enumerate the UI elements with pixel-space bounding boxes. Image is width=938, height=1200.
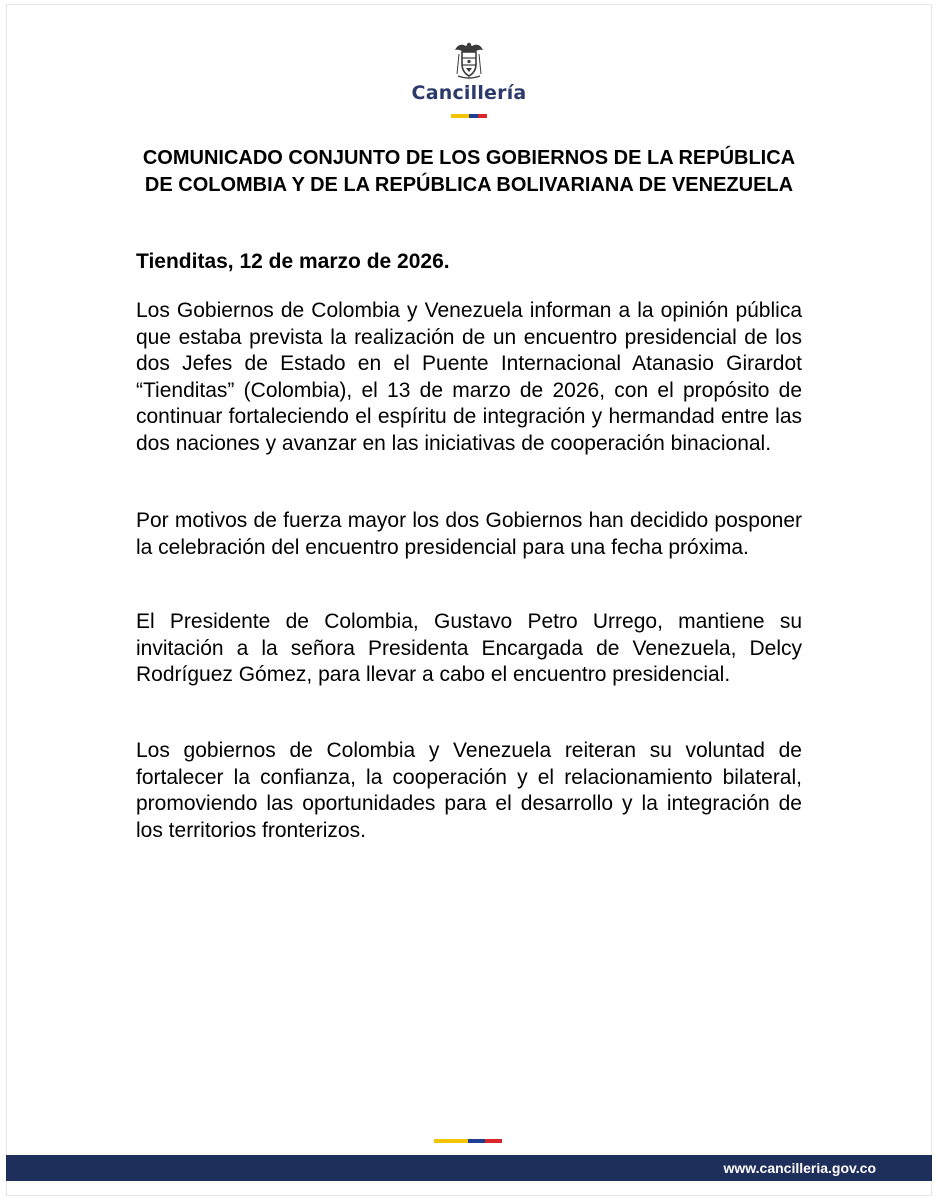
- footer-url[interactable]: www.cancilleria.gov.co: [723, 1160, 876, 1176]
- footer-bar: [6, 1155, 932, 1181]
- dateline: Tienditas, 12 de marzo de 2026.: [136, 250, 450, 273]
- logo-wordmark: Cancillería: [411, 82, 527, 104]
- coat-of-arms-icon: [453, 40, 485, 80]
- flag-stripe-top: [451, 114, 487, 118]
- body-paragraph-4: Los gobiernos de Colombia y Venezuela reiteran su voluntad de fortalecer la confianza, la cooperación y el relacionamiento bilateral, promoviendo las oportunidades para el desarrollo y la integración de los territorios fronterizos.: [136, 739, 802, 842]
- body-paragraph-3: El Presidente de Colombia, Gustavo Petro Urrego, mantiene su invitación a la señora Presidenta Encargada de Venezuela, Delcy Rodríguez Gómez, para llevar a cabo el encuentro presidencial.: [136, 610, 802, 686]
- cancilleria-logo: [409, 40, 529, 120]
- body-paragraph-2: Por motivos de fuerza mayor los dos Gobiernos han decidido posponer la celebración del encuentro presidencial para una fecha próxima.: [136, 509, 802, 559]
- document-title: COMUNICADO CONJUNTO DE LOS GOBIERNOS DE LA REPÚBLICA DE COLOMBIA Y DE LA REPÚBLICA BOLIVARIANA DE VENEZUELA: [142, 147, 796, 196]
- flag-stripe-bottom: [434, 1139, 502, 1143]
- body-paragraph-1: Los Gobiernos de Colombia y Venezuela informan a la opinión pública que estaba prevista la realización de un encuentro presidencial de los dos Jefes de Estado en el Puente Internacional Atanasio Girardot “Tienditas” (Colombia), el 13 de marzo de 2026, con el propósito de continuar fortaleciendo el espíritu de integración y hermandad entre las dos naciones y avanzar en las iniciativas de cooperación binacional.: [136, 299, 802, 455]
